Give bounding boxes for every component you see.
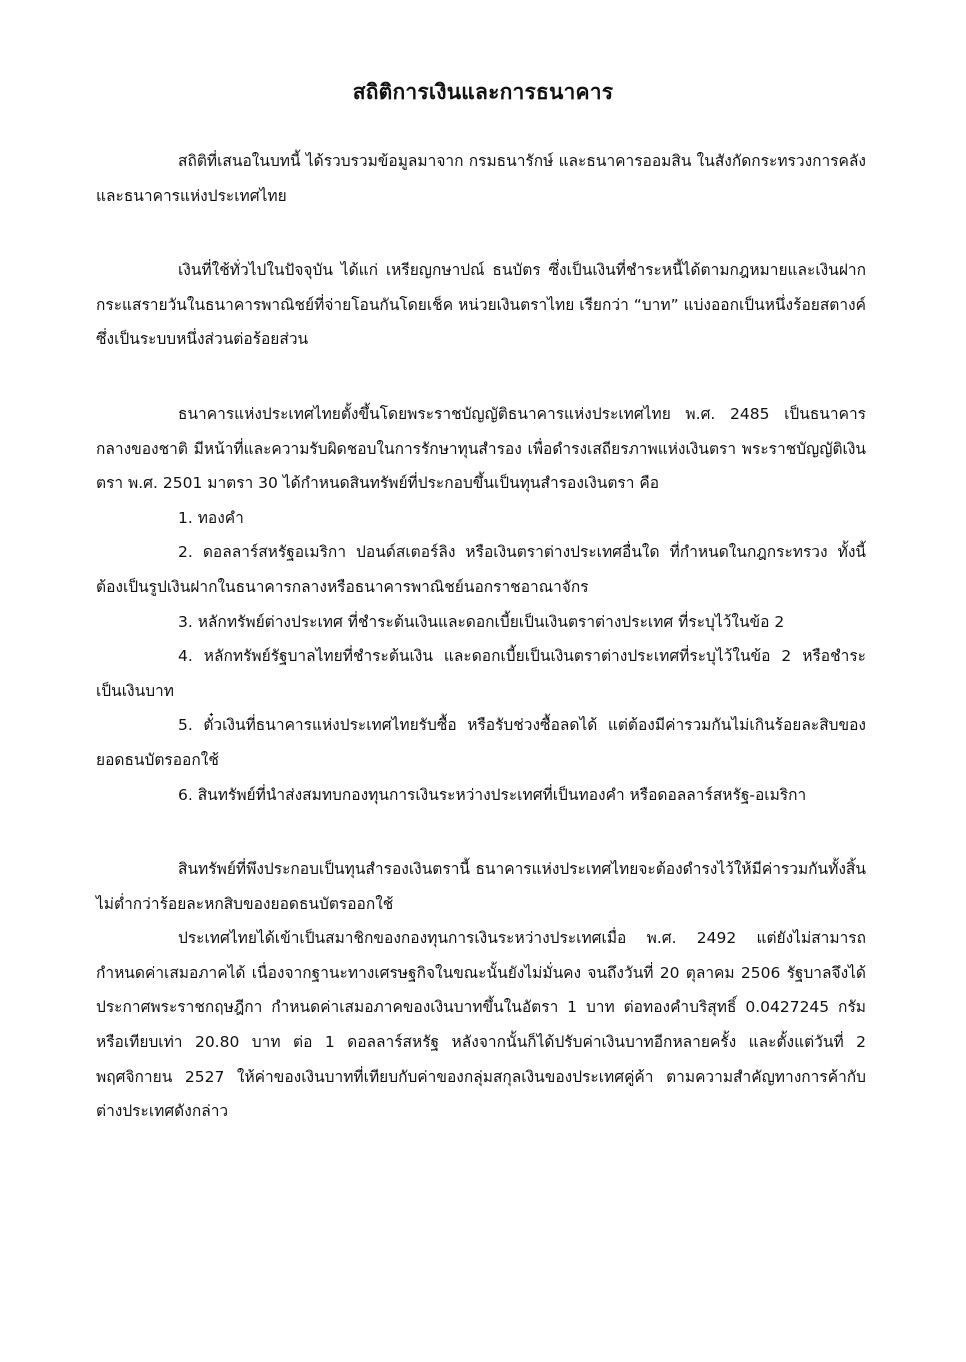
paragraph-gap	[96, 213, 866, 253]
paragraph-central-bank: ธนาคารแห่งประเทศไทยตั้งขึ้นโดยพระราชบัญญัติธนาคารแห่งประเทศไทย พ.ศ. 2485 เป็นธนาคารกลางของชาติ มีหน้าที่และความรับผิดชอบในการรักษาทุนสำรอง เพื่อดำรงเสถียรภาพแห่งเงินตรา พระราชบัญญัติเงินตรา พ.ศ. 2501 มาตรา 30 ได้กำหนดสินทรัพย์ที่ประกอบขึ้นเป็นทุนสำรองเงินตรา คือ	[96, 404, 866, 493]
paragraph-gap	[96, 357, 866, 397]
list-item: 1. ทองคำ	[178, 508, 244, 527]
document-title: สถิติการเงินและการธนาคาร	[352, 80, 614, 104]
paragraph-gap	[96, 812, 866, 852]
list-item: 3. หลักทรัพย์ต่างประเทศ ที่ชำระต้นเงินและดอกเบี้ยเป็นเงินตราต่างประเทศ ที่ระบุไว้ในข้อ 2	[178, 612, 785, 631]
document-body	[96, 144, 866, 1129]
list-item: 4. หลักทรัพย์รัฐบาลไทยที่ชำระต้นเงิน และดอกเบี้ยเป็นเงินตราต่างประเทศที่ระบุไว้ในข้อ 2 หรือชำระเป็นเงินบาท	[96, 647, 866, 700]
paragraph-reserve-requirement: สินทรัพย์ที่พึงประกอบเป็นทุนสำรองเงินตรานี้ ธนาคารแห่งประเทศไทยจะต้องดำรงไว้ให้มีค่ารวมกันทั้งสิ้นไม่ต่ำกว่าร้อยละหกสิบของยอดธนบัตรออกใช้	[96, 860, 866, 913]
list-item: 5. ตั๋วเงินที่ธนาคารแห่งประเทศไทยรับซื้อ หรือรับช่วงซื้อลดได้ แต่ต้องมีค่ารวมกันไม่เกินร้อยละสิบของยอดธนบัตรออกใช้	[96, 716, 866, 769]
paragraph-imf-membership: ประเทศไทยได้เข้าเป็นสมาชิกของกองทุนการเงินระหว่างประเทศเมื่อ พ.ศ. 2492 แต่ยังไม่สามารถกำหนดค่าเสมอภาคได้ เนื่องจากฐานะทางเศรษฐกิจในขณะนั้นยังไม่มั่นคง จนถึงวันที่ 20 ตุลาคม 2506 รัฐบาลจึงได้ประกาศพระราชกฤษฎีกา กำหนดค่าเสมอภาคของเงินบาทขึ้นในอัตรา 1 บาท ต่อทองคำบริสุทธิ์ 0.0427245 กรัม หรือเทียบเท่า 20.80 บาท ต่อ 1 ดอลลาร์สหรัฐ หลังจากนั้นก็ได้ปรับค่าเงินบาทอีกหลายครั้ง และตั้งแต่วันที่ 2 พฤศจิกายน 2527 ให้ค่าของเงินบาทที่เทียบกับค่าของกลุ่มสกุลเงินของประเทศคู่ค้า ตามความสำคัญทางการค้ากับต่างประเทศดังกล่าว	[96, 929, 866, 1121]
list-item: 2. ดอลลาร์สหรัฐอเมริกา ปอนด์สเตอร์ลิง หรือเงินตราต่างประเทศอื่นใด ที่กำหนดในกฎกระทรวง ทั้งนี้ต้องเป็นรูปเงินฝากในธนาคารกลางหรือธนาคารพาณิชย์นอกราชอาณาจักร	[96, 543, 866, 596]
paragraph-intro: สถิติที่เสนอในบทนี้ ได้รวบรวมข้อมูลมาจาก กรมธนารักษ์ และธนาคารออมสิน ในสังกัดกระทรวงการคลัง และธนาคารแห่งประเทศไทย	[96, 152, 866, 205]
paragraph-currency: เงินที่ใช้ทั่วไปในปัจจุบัน ได้แก่ เหรียญกษาปณ์ ธนบัตร ซึ่งเป็นเงินที่ชำระหนี้ได้ตามกฎหมายและเงินฝากกระแสรายวันในธนาคารพาณิชย์ที่จ่ายโอนกันโดยเช็ค หน่วยเงินตราไทย เรียกว่า “บาท” แบ่งออกเป็นหนึ่งร้อยสตางค์ ซึ่งเป็นระบบหนึ่งส่วนต่อร้อยส่วน	[96, 261, 866, 349]
list-item: 6. สินทรัพย์ที่นำส่งสมทบกองทุนการเงินระหว่างประเทศที่เป็นทองคำ หรือดอลลาร์สหรัฐ-อเมริกา	[178, 785, 807, 804]
